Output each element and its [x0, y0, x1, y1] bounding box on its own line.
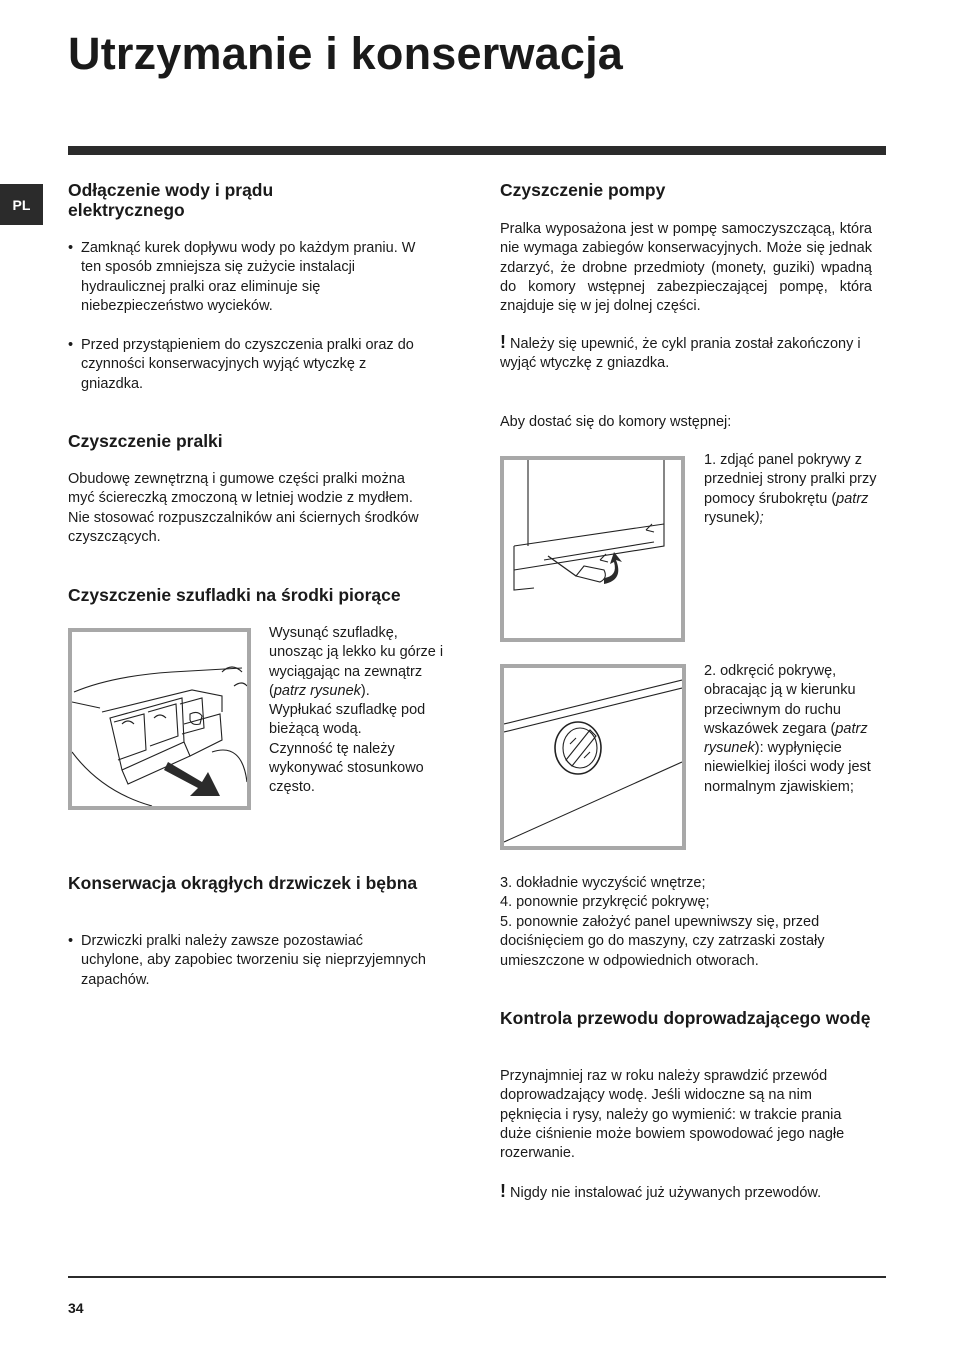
pump-warning: ! Należy się upewnić, że cykl prania został zakończony i wyjąć wtyczkę z gniazdka. — [500, 332, 861, 372]
step-3-text: 3. dokładnie wyczyścić wnętrze; — [500, 875, 706, 891]
pump-cover-illustration — [504, 668, 682, 846]
step-5-text: 5. ponownie założyć panel upewniwszy się, przed dociśnięciem go do maszyny, czy zatrzaski zostały umieszczone w odpowiednich otworach. — [500, 914, 825, 969]
drawer-figure — [68, 628, 251, 810]
warning-icon: ! — [500, 1181, 506, 1201]
list-item: • Zamknąć kurek dopływu wody po każdym praniu. W ten sposób zmniejsza się zużycie instalacji hydraulicznej pralki oraz eliminuje się niebezpieczeństwo wycieków. — [68, 239, 426, 316]
language-tab: PL — [0, 184, 43, 225]
hose-warning: ! Nigdy nie instalować już używanych przewodów. — [500, 1181, 822, 1201]
step-4-text: 4. ponownie przykręcić pokrywę; — [500, 894, 710, 910]
page-title: Utrzymanie i konserwacja — [68, 28, 624, 79]
heading-drawer-cleaning: Czyszczenie szufladki na środki piorące — [68, 585, 401, 605]
step-1-text: 1. zdjąć panel pokrywy z przedniej strony pralki przy pomocy śrubokrętu (patrz rysunek); — [704, 452, 877, 526]
bullet-text: Drzwiczki pralki należy zawsze pozostawiać uchylone, aby zapobiec tworzeniu się nieprzyjemnych zapachów. — [81, 933, 426, 988]
heading-disconnect: Odłączenie wody i prądu elektrycznego — [68, 180, 274, 220]
washer-cleaning-text: Obudowę zewnętrzną i gumowe części pralki można myć ściereczką zmoczoną w letniej wodzie z mydłem. Nie stosować rozpuszczalników ani ściernych środków czyszczących. — [68, 471, 419, 545]
drawer-step-text: Wysunąć szufladkę, unosząc ją lekko ku górze i wyciągając na zewnątrz (patrz rysunek). Wypłukać szufladkę pod bieżącą wodą. Czynność tę należy wykonywać stosunkowo często. — [269, 625, 444, 796]
pump-cover-figure — [500, 664, 686, 850]
list-item: • Drzwiczki pralki należy zawsze pozostawiać uchylone, aby zapobiec tworzeniu się nieprzyjemnych zapachów. — [68, 932, 426, 990]
warning-icon: ! — [500, 332, 506, 352]
bullet-text: Przed przystąpieniem do czyszczenia pralki oraz do czynności konserwacyjnych wyjąć wtyczkę z gniazdka. — [81, 337, 414, 392]
hose-check-text: Przynajmniej raz w roku należy sprawdzić przewód doprowadzający wodę. Jeśli widoczne są na nim pęknięcia i rysy, należy go wymienić: w trakcie prania duże ciśnienie może bowiem spowodować jego nagłe rozerwanie. — [500, 1068, 845, 1162]
panel-removal-illustration — [504, 460, 681, 638]
pump-intro-text: Pralka wyposażona jest w pompę samoczyszczącą, która nie wymaga zabiegów konserwacyjnych. Może się jednak zdarzyć, że drobne przedmioty (monety, guziki) wpadną do komory wstępnej zabezpieczającej pompę, która znajduje się w jej dolnej części. — [500, 221, 872, 315]
step-2-text: 2. odkręcić pokrywę, obracając ją w kierunku przeciwnym do ruchu wskazówek zegara (patrz rysunek): wypłynięcie niewielkiej ilości wody jest normalnym zjawiskiem; — [704, 663, 871, 795]
bullet-text: Zamknąć kurek dopływu wody po każdym praniu. W ten sposób zmniejsza się zużycie instalacji hydraulicznej pralki oraz eliminuje się niebezpieczeństwo wycieków. — [81, 240, 416, 314]
pump-access-intro: Aby dostać się do komory wstępnej: — [500, 414, 732, 430]
heading-washer-cleaning: Czyszczenie pralki — [68, 431, 223, 451]
heading-pump-cleaning: Czyszczenie pompy — [500, 180, 666, 200]
list-item: • Przed przystąpieniem do czyszczenia pralki oraz do czynności konserwacyjnych wyjąć wtyczkę z gniazdka. — [68, 336, 426, 394]
heading-door-drum: Konserwacja okrągłych drzwiczek i bębna — [68, 873, 418, 893]
panel-removal-figure — [500, 456, 685, 642]
page-number: 34 — [68, 1300, 84, 1316]
drawer-illustration — [72, 632, 247, 806]
heading-hose-check: Kontrola przewodu doprowadzającego wodę — [500, 1008, 871, 1028]
header-rule — [68, 146, 886, 155]
footer-rule — [68, 1276, 886, 1278]
